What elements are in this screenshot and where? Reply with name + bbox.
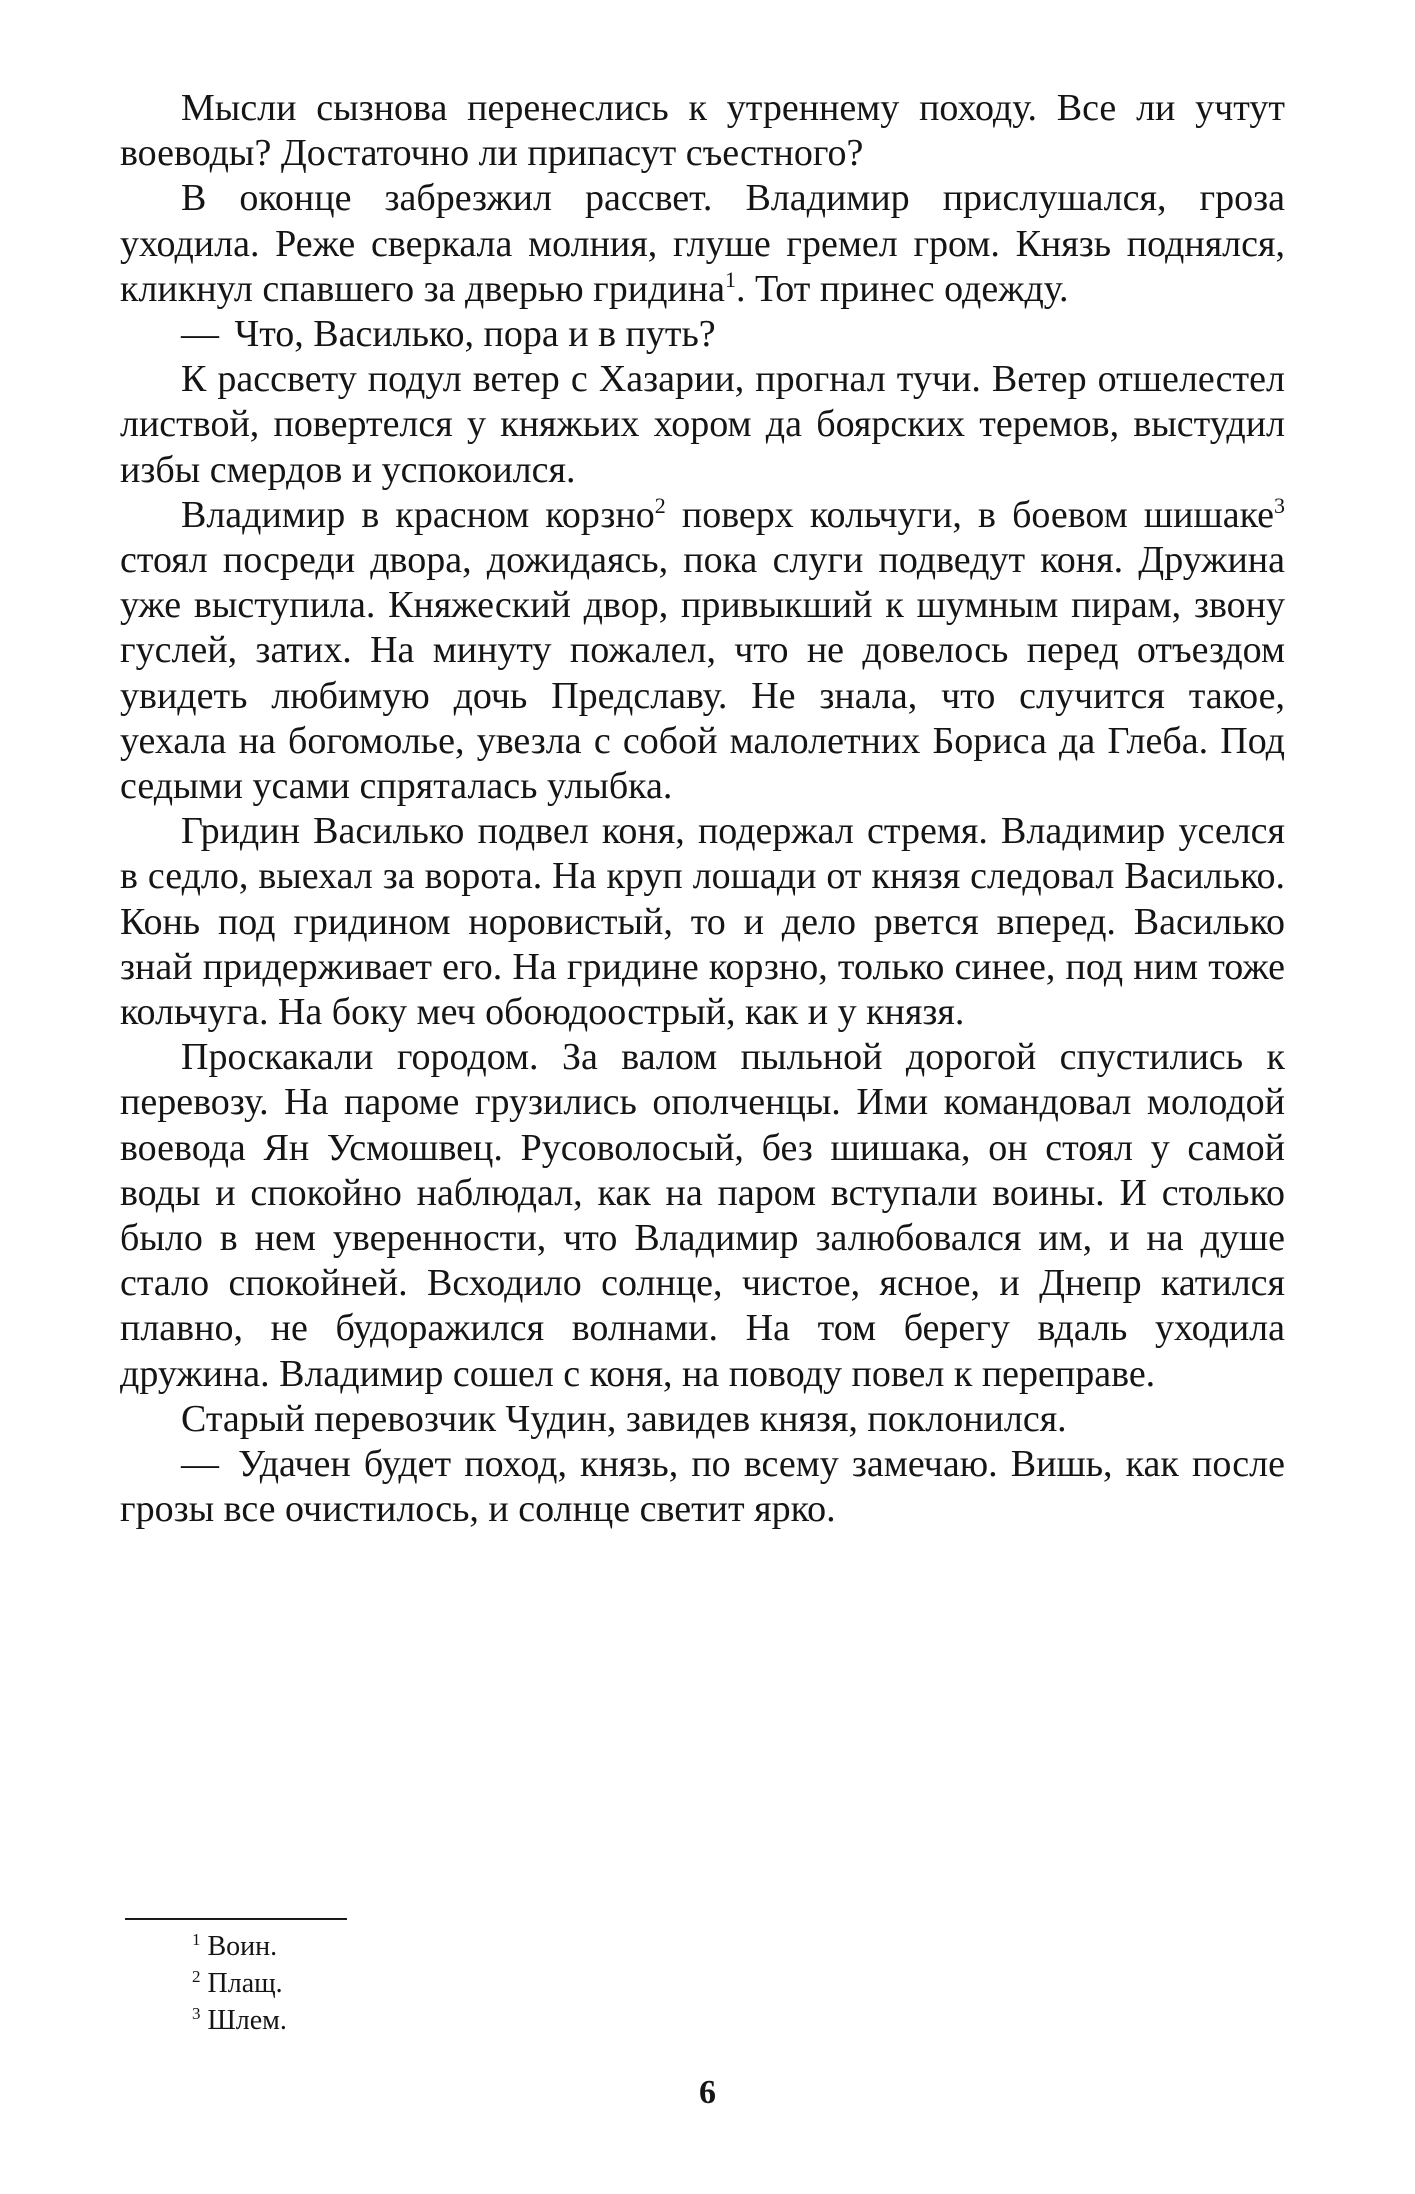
footnote-ref-1: 1 — [724, 266, 736, 292]
paragraph-1 — [120, 86, 1285, 176]
footnote-ref-2: 2 — [654, 492, 666, 518]
paragraph-2-text-end: . Тот принес одежду. — [735, 267, 1069, 310]
paragraph-2 — [120, 176, 1285, 312]
paragraph-6-text: Гридин Василько подвел коня, подержал стремя. Владимир уселся в седло, выехал за ворота. На круп лошади от князя следовал Василько. Конь под гридином норовистый, то и дело рвется вперед. Василько знай придерживает его. На гридине корзно, только синее, под ним тоже кольчуга. На боку меч обоюдоострый, как и у князя. — [120, 810, 1285, 1034]
paragraph-7-text: Проскакали городом. За валом пыльной дорогой спустились к перевозу. На пароме грузились ополченцы. Ими командовал молодой воевода Ян Усмошвец. Русоволосый, без шишака, он стоял у самой воды и спокойно наблюдал, как на паром вступали воины. И столько было в нем уверенности, что Владимир залюбовался им, и на душе стало спокойней. Всходило солнце, чистое, ясное, и Днепр катился плавно, не будоражился волнами. На том берегу вдаль уходила дружина. Владимир сошел с коня, на поводу повел к переправе. — [120, 1036, 1285, 1395]
footnote-1 — [192, 1928, 287, 1965]
paragraph-9-text: Удачен будет поход, князь, по всему замечаю. Вишь, как после грозы все очистилось, и солнце светит ярко. — [120, 1443, 1285, 1531]
footnotes — [192, 1928, 287, 2039]
paragraph-5-text-middle: поверх кольчуги, в боевом шишаке — [665, 493, 1274, 536]
footnote-separator — [125, 1918, 347, 1920]
footnote-ref-3: 3 — [1274, 492, 1285, 518]
paragraph-5 — [120, 493, 1285, 809]
footnote-1-mark: 1 — [192, 1930, 201, 1949]
footnote-3 — [192, 2002, 287, 2039]
dialogue-dash: — — [181, 1443, 219, 1486]
footnote-2 — [192, 1965, 287, 2002]
paragraph-9-dialogue — [120, 1442, 1285, 1532]
main-text — [120, 86, 1285, 1533]
paragraph-7 — [120, 1035, 1285, 1397]
paragraph-4 — [120, 357, 1285, 493]
footnote-3-mark: 3 — [192, 2004, 201, 2023]
paragraph-8 — [120, 1397, 1285, 1442]
footnote-3-text: Шлем. — [207, 2005, 287, 2036]
paragraph-6 — [120, 809, 1285, 1035]
page-number: 6 — [699, 2074, 716, 2111]
paragraph-1-text: Мысли сызнова перенеслись к утреннему походу. Все ли учтут воеводы? Достаточно ли припасут съестного? — [120, 87, 1285, 175]
paragraph-8-text: Старый перевозчик Чудин, завидев князя, поклонился. — [181, 1397, 1067, 1440]
footnote-2-mark: 2 — [192, 1967, 201, 1986]
paragraph-5-text-end: стоял посреди двора, дожидаясь, пока слуги подведут коня. Дружина уже выступила. Княжеский двор, привыкший к шумным пирам, звону гуслей, затих. На минуту пожалел, что не довелось перед отъездом увидеть любимую дочь Предславу. Не знала, что случится такое, уехала на богомолье, увезла с собой малолетних Бориса да Глеба. Под седыми усами спряталась улыбка. — [120, 539, 1285, 808]
paragraph-3-text: Что, Василько, пора и в путь? — [234, 313, 716, 356]
paragraph-2-text-start: В оконце забрезжил рассвет. Владимир прислушался, гроза уходила. Реже сверкала молния, глуше гремел гром. Князь поднялся, кликнул спавшего за дверью гридина — [120, 177, 1285, 310]
paragraph-3-dialogue — [120, 312, 1285, 357]
dialogue-dash: — — [181, 313, 219, 356]
paragraph-4-text: К рассвету подул ветер с Хазарии, прогнал тучи. Ветер отшелестел листвой, повертелся у княжьих хором да боярских теремов, выстудил избы смердов и успокоился. — [120, 358, 1285, 491]
footnote-2-text: Плащ. — [207, 1968, 283, 1999]
paragraph-5-text-start: Владимир в красном корзно — [181, 493, 655, 536]
footnote-1-text: Воин. — [207, 1931, 278, 1962]
